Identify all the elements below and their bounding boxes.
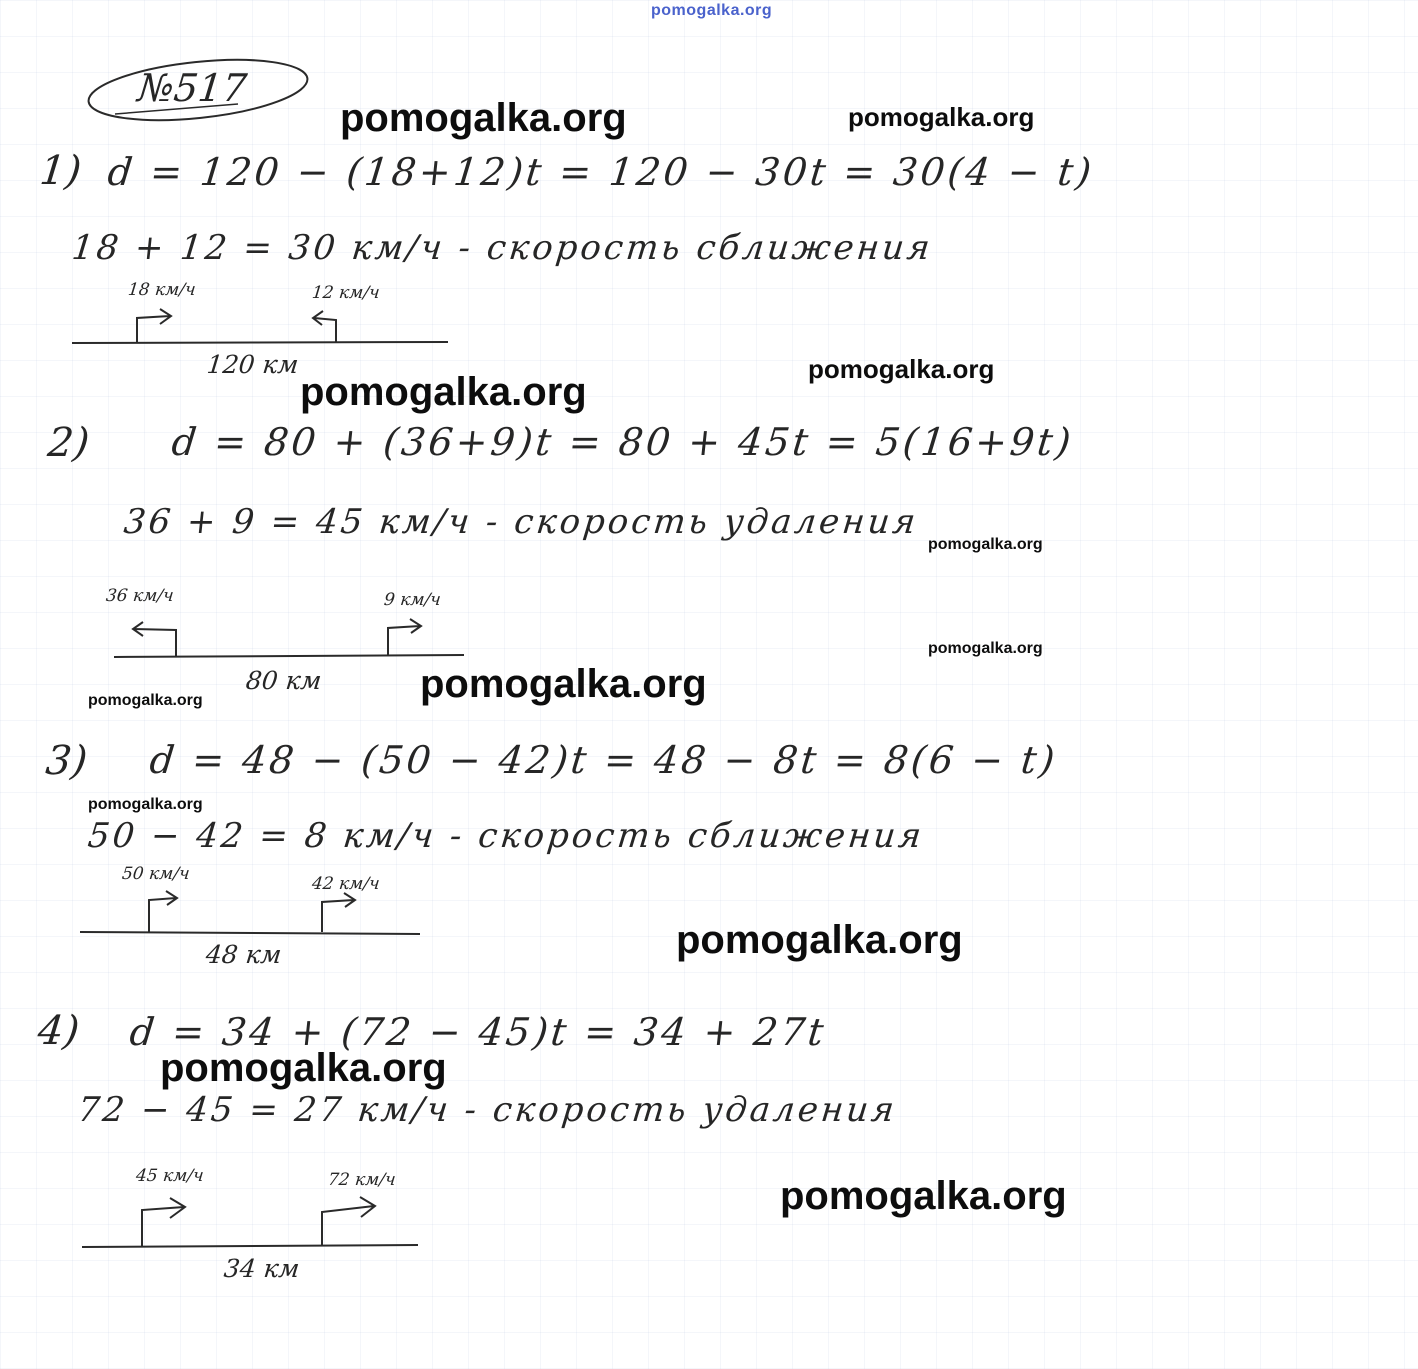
problem-4-left-speed: 45 км/ч [134,1166,205,1186]
problem-1-equation: d = 120 − (18+12)t = 120 − 30t = 30(4 − t) [105,150,1097,194]
watermark: pomogalka.org [780,1174,1067,1218]
problem-3-note: 50 − 42 = 8 км/ч - скорость сближения [85,816,927,856]
problem-4-right-speed: 72 км/ч [326,1170,397,1190]
watermark: pomogalka.org [300,370,587,414]
problem-1-distance: 120 км [205,350,300,379]
problem-1-number: 1) [37,148,84,194]
watermark: pomogalka.org [928,536,1043,553]
watermark: pomogalka.org [676,918,963,962]
problem-2-equation: d = 80 + (36+9)t = 80 + 45t = 5(16+9t) [169,420,1076,464]
watermark: pomogalka.org [928,640,1043,657]
problem-3-right-speed: 42 км/ч [310,874,381,894]
problem-4-distance: 34 км [222,1254,301,1283]
problem-4-equation: d = 34 + (72 − 45)t = 34 + 27t [127,1010,829,1054]
watermark: pomogalka.org [420,662,707,706]
problem-title: №517 [135,66,249,110]
problem-2-distance: 80 км [244,666,323,695]
problem-3-number: 3) [43,738,90,784]
problem-1-note: 18 + 12 = 30 км/ч - скорость сближения [69,228,935,268]
watermark: pomogalka.org [340,96,627,140]
watermark: pomogalka.org [88,692,203,709]
problem-1-left-speed: 18 км/ч [126,280,197,300]
watermark: pomogalka.org [848,102,1035,132]
problem-4-number: 4) [35,1008,82,1054]
problem-3-distance: 48 км [204,940,283,969]
watermark: pomogalka.org [88,796,203,813]
problem-2-left-speed: 36 км/ч [104,586,175,606]
top-site-watermark[interactable]: pomogalka.org [651,2,773,19]
problem-2-right-speed: 9 км/ч [382,590,442,610]
problem-1-right-speed: 12 км/ч [310,283,381,303]
watermark: pomogalka.org [160,1046,447,1090]
problem-2-note: 36 + 9 = 45 км/ч - скорость удаления [121,502,921,542]
problem-2-number: 2) [45,420,92,466]
problem-3-equation: d = 48 − (50 − 42)t = 48 − 8t = 8(6 − t) [147,738,1060,782]
watermark: pomogalka.org [808,354,995,384]
problem-3-left-speed: 50 км/ч [120,864,191,884]
problem-4-note: 72 − 45 = 27 км/ч - скорость удаления [75,1090,899,1130]
